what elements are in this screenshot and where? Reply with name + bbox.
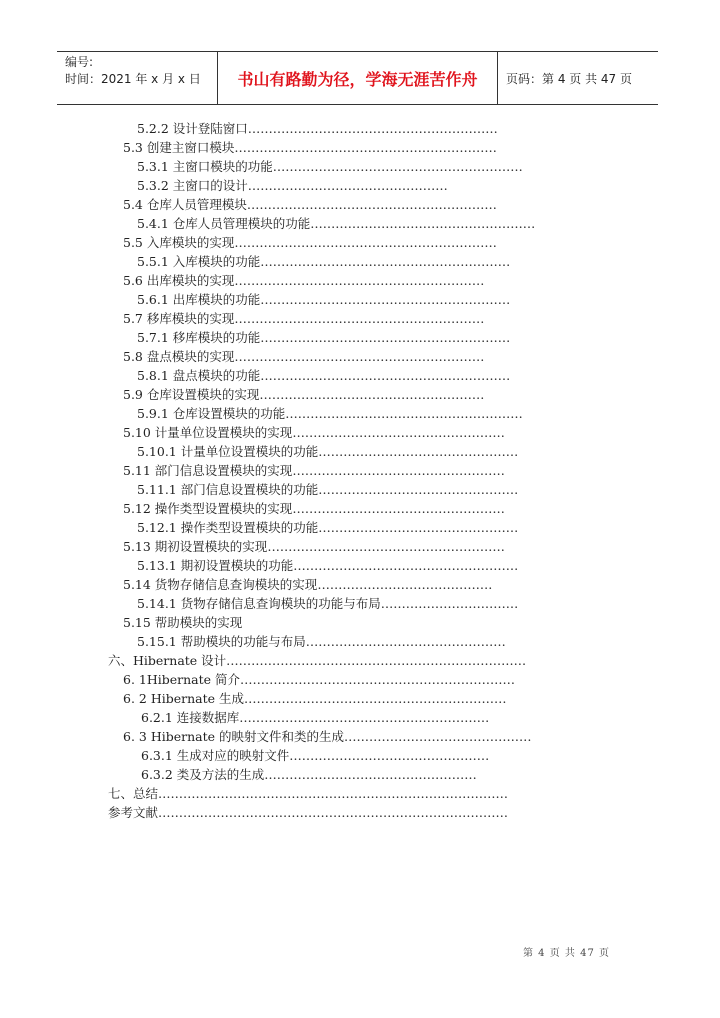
toc-entry: 5.15 帮助模块的实现 bbox=[123, 615, 243, 630]
toc-entry: 5.6 出库模块的实现…………………………………………………… bbox=[123, 273, 485, 288]
toc-entry: 5.3.2 主窗口的设计………………………………………… bbox=[137, 178, 448, 193]
toc-entry: 5.3.1 主窗口模块的功能…………………………………………………… bbox=[137, 159, 523, 174]
toc-entry: 参考文献………………………………………………………………………… bbox=[108, 805, 509, 820]
header-meta bbox=[57, 52, 218, 104]
toc-entry: 5.6.1 出库模块的功能…………………………………………………… bbox=[137, 292, 511, 307]
toc-entry: 5.14 货物存储信息查询模块的实现…………………………………… bbox=[123, 577, 493, 592]
document-number-label: 编号: bbox=[65, 55, 94, 69]
toc-entry: 5.11.1 部门信息设置模块的功能………………………………………… bbox=[137, 482, 519, 497]
toc-entry: 5.5.1 入库模块的功能…………………………………………………… bbox=[137, 254, 511, 269]
toc-entry: 5.12 操作类型设置模块的实现…………………………………………… bbox=[123, 501, 505, 516]
toc-entry: 6. 1Hibernate 简介………………………………………………………… bbox=[123, 672, 516, 687]
toc-entry: 5.5 入库模块的实现……………………………………………………… bbox=[123, 235, 497, 250]
toc-entry: 5.2.2 设计登陆窗口…………………………………………………… bbox=[137, 121, 498, 136]
page-footer: 第 4 页 共 47 页 bbox=[523, 948, 610, 959]
toc-entry: 5.8.1 盘点模块的功能…………………………………………………… bbox=[137, 368, 511, 383]
toc-entry: 六、Hibernate 设计……………………………………………………………… bbox=[108, 653, 527, 668]
toc-entry: 5.4.1 仓库人员管理模块的功能……………………………………………… bbox=[137, 216, 536, 231]
toc-entry: 6.2.1 连接数据库…………………………………………………… bbox=[141, 710, 490, 725]
toc-entry: 5.9 仓库设置模块的实现……………………………………………… bbox=[123, 387, 485, 402]
page-header bbox=[57, 51, 658, 105]
toc-entry: 6. 2 Hibernate 生成……………………………………………………… bbox=[123, 691, 507, 706]
toc-entry: 5.3 创建主窗口模块……………………………………………………… bbox=[123, 140, 497, 155]
toc-entry: 5.12.1 操作类型设置模块的功能………………………………………… bbox=[137, 520, 519, 535]
toc-entry: 5.9.1 仓库设置模块的功能………………………………………………… bbox=[137, 406, 523, 421]
toc-entry: 6. 3 Hibernate 的映射文件和类的生成……………………………………… bbox=[123, 729, 532, 744]
toc-entry: 5.7.1 移库模块的功能…………………………………………………… bbox=[137, 330, 511, 345]
toc-entry: 6.3.2 类及方法的生成…………………………………………… bbox=[141, 767, 477, 782]
toc-entry: 5.14.1 货物存储信息查询模块的功能与布局…………………………… bbox=[137, 596, 519, 611]
toc-entry: 5.10 计量单位设置模块的实现…………………………………………… bbox=[123, 425, 505, 440]
header-motto: 书山有路勤为径，学海无涯苦作舟 bbox=[218, 52, 498, 104]
toc-entry: 5.13.1 期初设置模块的功能……………………………………………… bbox=[137, 558, 519, 573]
toc-entry: 5.15.1 帮助模块的功能与布局………………………………………… bbox=[137, 634, 506, 649]
toc-entry: 5.10.1 计量单位设置模块的功能………………………………………… bbox=[137, 444, 519, 459]
document-date: 时间：2021 年 x 月 x 日 bbox=[65, 72, 201, 86]
toc-entry: 5.11 部门信息设置模块的实现…………………………………………… bbox=[123, 463, 505, 478]
toc-entry: 5.4 仓库人员管理模块…………………………………………………… bbox=[123, 197, 497, 212]
toc-entry: 七、总结………………………………………………………………………… bbox=[108, 786, 509, 801]
toc-entry: 5.7 移库模块的实现…………………………………………………… bbox=[123, 311, 485, 326]
toc-entry: 5.13 期初设置模块的实现………………………………………………… bbox=[123, 539, 505, 554]
header-page-number: 页码：第 4 页 共 47 页 bbox=[506, 71, 632, 86]
toc-entry: 5.8 盘点模块的实现…………………………………………………… bbox=[123, 349, 485, 364]
toc-entry: 6.3.1 生成对应的映射文件………………………………………… bbox=[141, 748, 490, 763]
